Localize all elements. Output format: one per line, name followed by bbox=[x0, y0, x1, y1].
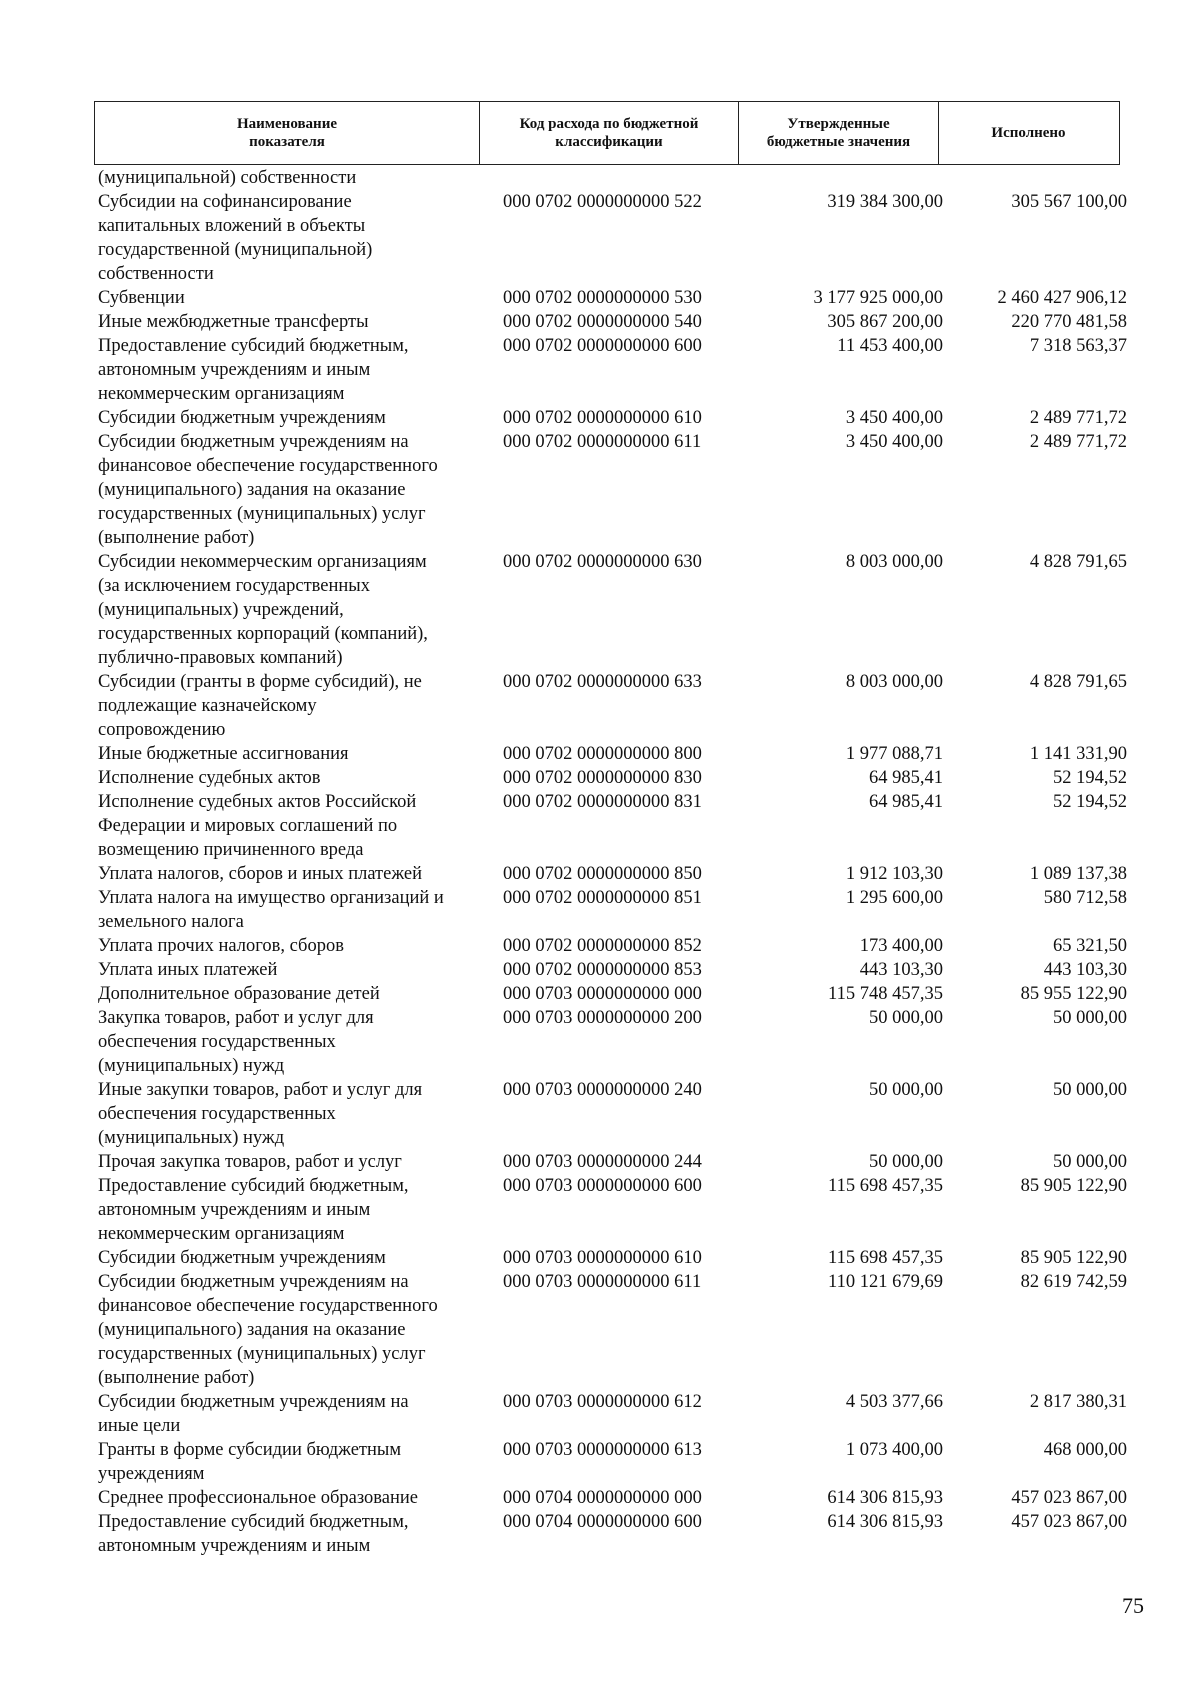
page-number: 75 bbox=[1122, 1593, 1144, 1618]
row-approved: 64 985,41 bbox=[869, 768, 943, 788]
row-executed: 85 955 122,90 bbox=[1020, 984, 1127, 1004]
row-name: Прочая закупка товаров, работ и услуг bbox=[98, 1152, 402, 1172]
row-code: 000 0702 0000000000 610 bbox=[503, 408, 702, 428]
row-name: Среднее профессиональное образование bbox=[98, 1488, 418, 1508]
row-approved: 110 121 679,69 bbox=[828, 1272, 943, 1292]
table-row bbox=[97, 1510, 1127, 1558]
row-name: Иные бюджетные ассигнования bbox=[98, 744, 349, 764]
table-row bbox=[97, 550, 1127, 670]
row-approved: 50 000,00 bbox=[869, 1152, 943, 1172]
row-name: Исполнение судебных актов bbox=[98, 768, 321, 788]
header-code-text: Код расхода по бюджетной классификации bbox=[519, 116, 699, 150]
table-row bbox=[97, 1270, 1127, 1390]
row-name: Дополнительное образование детей bbox=[98, 984, 380, 1004]
row-approved: 3 177 925 000,00 bbox=[813, 288, 943, 308]
row-name: Уплата прочих налогов, сборов bbox=[98, 936, 344, 956]
header-approved bbox=[739, 102, 939, 164]
row-executed: 2 489 771,72 bbox=[1029, 432, 1127, 452]
table-row bbox=[97, 1438, 1127, 1486]
row-approved: 115 698 457,35 bbox=[828, 1248, 943, 1268]
row-code: 000 0702 0000000000 853 bbox=[503, 960, 702, 980]
table-row bbox=[97, 790, 1127, 862]
table-row bbox=[97, 166, 1127, 190]
row-code: 000 0703 0000000000 240 bbox=[503, 1080, 702, 1100]
row-name: Субсидии бюджетным учреждениям на иные цели bbox=[98, 1392, 409, 1436]
row-name: Субсидии некоммерческим организациям (за исключением государственных (муниципальных) учреждений, государственных корпораций (компаний), публично-правовых компаний) bbox=[98, 552, 428, 668]
row-code: 000 0703 0000000000 612 bbox=[503, 1392, 702, 1412]
row-code: 000 0704 0000000000 600 bbox=[503, 1512, 702, 1532]
row-code: 000 0702 0000000000 633 bbox=[503, 672, 702, 692]
row-code: 000 0702 0000000000 611 bbox=[503, 432, 702, 452]
table-row bbox=[97, 958, 1127, 982]
table-row bbox=[97, 862, 1127, 886]
row-executed: 50 000,00 bbox=[1053, 1080, 1127, 1100]
row-executed: 305 567 100,00 bbox=[1011, 192, 1127, 212]
row-executed: 4 828 791,65 bbox=[1029, 552, 1127, 572]
table-row bbox=[97, 190, 1127, 286]
header-code bbox=[480, 102, 739, 164]
row-approved: 1 977 088,71 bbox=[845, 744, 943, 764]
row-approved: 50 000,00 bbox=[869, 1080, 943, 1100]
row-executed: 220 770 481,58 bbox=[1011, 312, 1127, 332]
row-code: 000 0703 0000000000 200 bbox=[503, 1008, 702, 1028]
row-code: 000 0702 0000000000 540 bbox=[503, 312, 702, 332]
row-name: Субсидии (гранты в форме субсидий), не подлежащие казначейскому сопровождению bbox=[98, 672, 422, 740]
row-approved: 1 912 103,30 bbox=[845, 864, 943, 884]
row-name: Предоставление субсидий бюджетным, автономным учреждениям и иным bbox=[98, 1512, 409, 1556]
row-code: 000 0702 0000000000 830 bbox=[503, 768, 702, 788]
table-row bbox=[97, 310, 1127, 334]
row-name: Уплата налогов, сборов и иных платежей bbox=[98, 864, 423, 884]
row-name: Субсидии на софинансирование капитальных вложений в объекты государственной (муниципальной) собственности bbox=[98, 192, 373, 284]
row-code: 000 0702 0000000000 852 bbox=[503, 936, 702, 956]
table-row bbox=[97, 886, 1127, 934]
row-executed: 85 905 122,90 bbox=[1020, 1176, 1127, 1196]
row-executed: 580 712,58 bbox=[1043, 888, 1127, 908]
row-code: 000 0702 0000000000 800 bbox=[503, 744, 702, 764]
row-code: 000 0702 0000000000 522 bbox=[503, 192, 702, 212]
row-approved: 319 384 300,00 bbox=[827, 192, 943, 212]
row-executed: 50 000,00 bbox=[1053, 1152, 1127, 1172]
row-executed: 2 460 427 906,12 bbox=[997, 288, 1127, 308]
row-name: Уплата налога на имущество организаций и земельного налога bbox=[98, 888, 444, 932]
row-approved: 1 295 600,00 bbox=[845, 888, 943, 908]
row-executed: 7 318 563,37 bbox=[1029, 336, 1127, 356]
row-executed: 1 089 137,38 bbox=[1029, 864, 1127, 884]
row-name: Иные закупки товаров, работ и услуг для обеспечения государственных (муниципальных) нужд bbox=[98, 1080, 423, 1148]
table-row bbox=[97, 1150, 1127, 1174]
row-executed: 457 023 867,00 bbox=[1011, 1512, 1127, 1532]
row-approved: 305 867 200,00 bbox=[827, 312, 943, 332]
table-row bbox=[97, 766, 1127, 790]
row-name: Исполнение судебных актов Российской Федерации и мировых соглашений по возмещению причиненного вреда bbox=[98, 792, 417, 860]
row-approved: 4 503 377,66 bbox=[845, 1392, 943, 1412]
row-executed: 2 489 771,72 bbox=[1029, 408, 1127, 428]
row-code: 000 0703 0000000000 600 bbox=[503, 1176, 702, 1196]
row-executed: 457 023 867,00 bbox=[1011, 1488, 1127, 1508]
table-row bbox=[97, 430, 1127, 550]
row-code: 000 0702 0000000000 850 bbox=[503, 864, 702, 884]
table-header bbox=[94, 101, 1120, 165]
row-executed: 65 321,50 bbox=[1053, 936, 1127, 956]
header-name-text: Наименование показателя bbox=[237, 116, 337, 150]
row-code: 000 0703 0000000000 244 bbox=[503, 1152, 702, 1172]
table-row bbox=[97, 334, 1127, 406]
row-approved: 64 985,41 bbox=[869, 792, 943, 812]
row-name: Субсидии бюджетным учреждениям на финансовое обеспечение государственного (муниципального) задания на оказание государственных (муниципальных) услуг (выполнение работ) bbox=[98, 432, 438, 548]
row-code: 000 0703 0000000000 613 bbox=[503, 1440, 702, 1460]
row-name: Закупка товаров, работ и услуг для обеспечения государственных (муниципальных) нужд bbox=[98, 1008, 374, 1076]
row-executed: 85 905 122,90 bbox=[1020, 1248, 1127, 1268]
table-row bbox=[97, 1390, 1127, 1438]
row-executed: 52 194,52 bbox=[1053, 792, 1127, 812]
row-executed: 4 828 791,65 bbox=[1029, 672, 1127, 692]
table-row bbox=[97, 670, 1127, 742]
row-approved: 115 748 457,35 bbox=[828, 984, 943, 1004]
row-code: 000 0702 0000000000 530 bbox=[503, 288, 702, 308]
row-approved: 3 450 400,00 bbox=[845, 408, 943, 428]
row-approved: 614 306 815,93 bbox=[827, 1488, 943, 1508]
row-name: Гранты в форме субсидии бюджетным учреждениям bbox=[98, 1440, 402, 1484]
row-executed: 468 000,00 bbox=[1043, 1440, 1127, 1460]
table-row bbox=[97, 742, 1127, 766]
row-name: (муниципальной) собственности bbox=[98, 168, 357, 188]
row-approved: 8 003 000,00 bbox=[845, 552, 943, 572]
row-executed: 1 141 331,90 bbox=[1029, 744, 1127, 764]
row-name: Иные межбюджетные трансферты bbox=[98, 312, 369, 332]
header-name bbox=[95, 102, 480, 164]
header-executed-text: Исполнено bbox=[991, 125, 1066, 141]
row-approved: 443 103,30 bbox=[859, 960, 943, 980]
row-executed: 443 103,30 bbox=[1043, 960, 1127, 980]
row-code: 000 0702 0000000000 831 bbox=[503, 792, 702, 812]
table-body bbox=[97, 166, 1127, 1558]
table-row bbox=[97, 934, 1127, 958]
row-approved: 1 073 400,00 bbox=[845, 1440, 943, 1460]
row-executed: 82 619 742,59 bbox=[1020, 1272, 1127, 1292]
row-approved: 3 450 400,00 bbox=[845, 432, 943, 452]
row-name: Субсидии бюджетным учреждениям bbox=[98, 1248, 386, 1268]
row-code: 000 0703 0000000000 611 bbox=[503, 1272, 702, 1292]
row-code: 000 0704 0000000000 000 bbox=[503, 1488, 702, 1508]
row-code: 000 0702 0000000000 851 bbox=[503, 888, 702, 908]
row-approved: 614 306 815,93 bbox=[827, 1512, 943, 1532]
row-name: Предоставление субсидий бюджетным, автономным учреждениям и иным некоммерческим организациям bbox=[98, 336, 409, 404]
row-executed: 50 000,00 bbox=[1053, 1008, 1127, 1028]
row-code: 000 0703 0000000000 000 bbox=[503, 984, 702, 1004]
row-code: 000 0703 0000000000 610 bbox=[503, 1248, 702, 1268]
row-name: Уплата иных платежей bbox=[98, 960, 278, 980]
row-approved: 115 698 457,35 bbox=[828, 1176, 943, 1196]
row-name: Субсидии бюджетным учреждениям bbox=[98, 408, 386, 428]
table-row bbox=[97, 286, 1127, 310]
row-name: Субвенции bbox=[98, 288, 185, 308]
header-approved-text: Утвержденные бюджетные значения bbox=[766, 116, 911, 150]
table-row bbox=[97, 1006, 1127, 1078]
table-row bbox=[97, 982, 1127, 1006]
table-row bbox=[97, 406, 1127, 430]
row-approved: 50 000,00 bbox=[869, 1008, 943, 1028]
table-row bbox=[97, 1486, 1127, 1510]
table-row bbox=[97, 1078, 1127, 1150]
table-row bbox=[97, 1246, 1127, 1270]
row-code: 000 0702 0000000000 600 bbox=[503, 336, 702, 356]
row-approved: 8 003 000,00 bbox=[845, 672, 943, 692]
header-executed bbox=[939, 102, 1118, 164]
row-approved: 11 453 400,00 bbox=[837, 336, 943, 356]
row-approved: 173 400,00 bbox=[859, 936, 943, 956]
table-row bbox=[97, 1174, 1127, 1246]
row-name: Субсидии бюджетным учреждениям на финансовое обеспечение государственного (муниципального) задания на оказание государственных (муниципальных) услуг (выполнение работ) bbox=[98, 1272, 438, 1388]
row-executed: 52 194,52 bbox=[1053, 768, 1127, 788]
row-code: 000 0702 0000000000 630 bbox=[503, 552, 702, 572]
row-name: Предоставление субсидий бюджетным, автономным учреждениям и иным некоммерческим организациям bbox=[98, 1176, 409, 1244]
row-executed: 2 817 380,31 bbox=[1029, 1392, 1127, 1412]
